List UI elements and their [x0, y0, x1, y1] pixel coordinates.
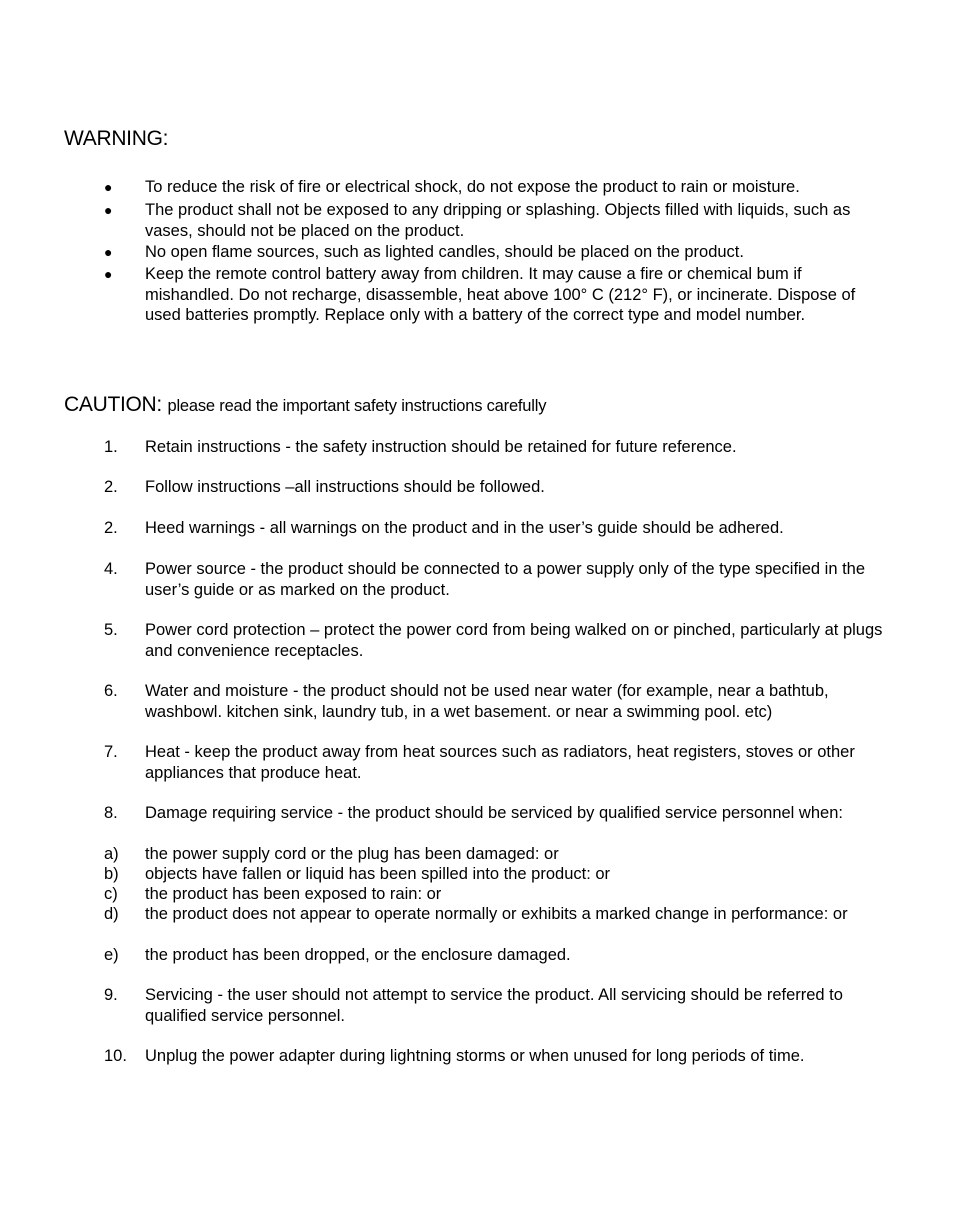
- item-number: 1.: [104, 438, 118, 456]
- item-letter: a): [104, 845, 119, 863]
- item-letter: c): [104, 885, 118, 903]
- item-number: 8.: [104, 804, 118, 822]
- item-text: objects have fallen or liquid has been spilled into the product: or: [145, 865, 611, 883]
- item-text: Power source - the product should be connected to a power supply only of the type specified in the user’s guide or as marked on the product.: [145, 560, 866, 599]
- caution-subtitle: please read the important safety instructions carefully: [167, 397, 547, 415]
- warning-heading: WARNING:: [64, 127, 169, 150]
- item-text: Damage requiring service - the product should be serviced by qualified service personnel when:: [145, 804, 843, 822]
- warning-bullet-text: Keep the remote control battery away from children. It may cause a fire or chemical bum if mishandled. Do not recharge, disassemble, heat above 100° C (212° F), or incinerate. Dispose of used batteries promptly. Replace only with a battery of the correct type and model number.: [145, 265, 856, 324]
- item-text: Follow instructions –all instructions should be followed.: [145, 478, 545, 496]
- item-number: 5.: [104, 621, 118, 639]
- item-text: the product does not appear to operate normally or exhibits a marked change in performance: or: [145, 905, 848, 923]
- item-number: 7.: [104, 743, 118, 761]
- item-letter: d): [104, 905, 119, 923]
- bullet-icon: ●: [104, 202, 113, 218]
- item-number: 9.: [104, 986, 118, 1004]
- item-number: 2.: [104, 519, 118, 537]
- item-number: 10.: [104, 1047, 127, 1065]
- warning-bullet-text: No open flame sources, such as lighted candles, should be placed on the product.: [145, 243, 744, 261]
- item-text: Servicing - the user should not attempt to service the product. All servicing should be referred to qualified service personnel.: [145, 986, 843, 1025]
- bullet-icon: ●: [104, 179, 113, 195]
- caution-heading: [64, 393, 546, 418]
- item-text: Water and moisture - the product should not be used near water (for example, near a bathtub, washbowl. kitchen sink, laundry tub, in a wet basement. or near a swimming pool. etc): [145, 682, 829, 721]
- item-text: Retain instructions - the safety instruction should be retained for future reference.: [145, 438, 737, 456]
- item-letter: b): [104, 865, 119, 883]
- item-text: the product has been dropped, or the enclosure damaged.: [145, 946, 571, 964]
- item-letter: e): [104, 946, 119, 964]
- item-text: Unplug the power adapter during lightning storms or when unused for long periods of time.: [145, 1047, 805, 1065]
- bullet-icon: ●: [104, 266, 113, 282]
- warning-bullet-text: To reduce the risk of fire or electrical shock, do not expose the product to rain or moisture.: [145, 178, 800, 196]
- bullet-icon: ●: [104, 244, 113, 260]
- item-number: 4.: [104, 560, 118, 578]
- item-text: Heed warnings - all warnings on the product and in the user’s guide should be adhered.: [145, 519, 784, 537]
- warning-bullet-text: The product shall not be exposed to any dripping or splashing. Objects filled with liquids, such as vases, should not be placed on the product.: [145, 201, 851, 240]
- item-text: Power cord protection – protect the power cord from being walked on or pinched, particularly at plugs and convenience receptacles.: [145, 621, 883, 660]
- item-number: 2.: [104, 478, 118, 496]
- item-text: the power supply cord or the plug has been damaged: or: [145, 845, 559, 863]
- caution-title: CAUTION:: [64, 393, 162, 416]
- item-number: 6.: [104, 682, 118, 700]
- item-text: Heat - keep the product away from heat sources such as radiators, heat registers, stoves or other appliances that produce heat.: [145, 743, 855, 782]
- item-text: the product has been exposed to rain: or: [145, 885, 442, 903]
